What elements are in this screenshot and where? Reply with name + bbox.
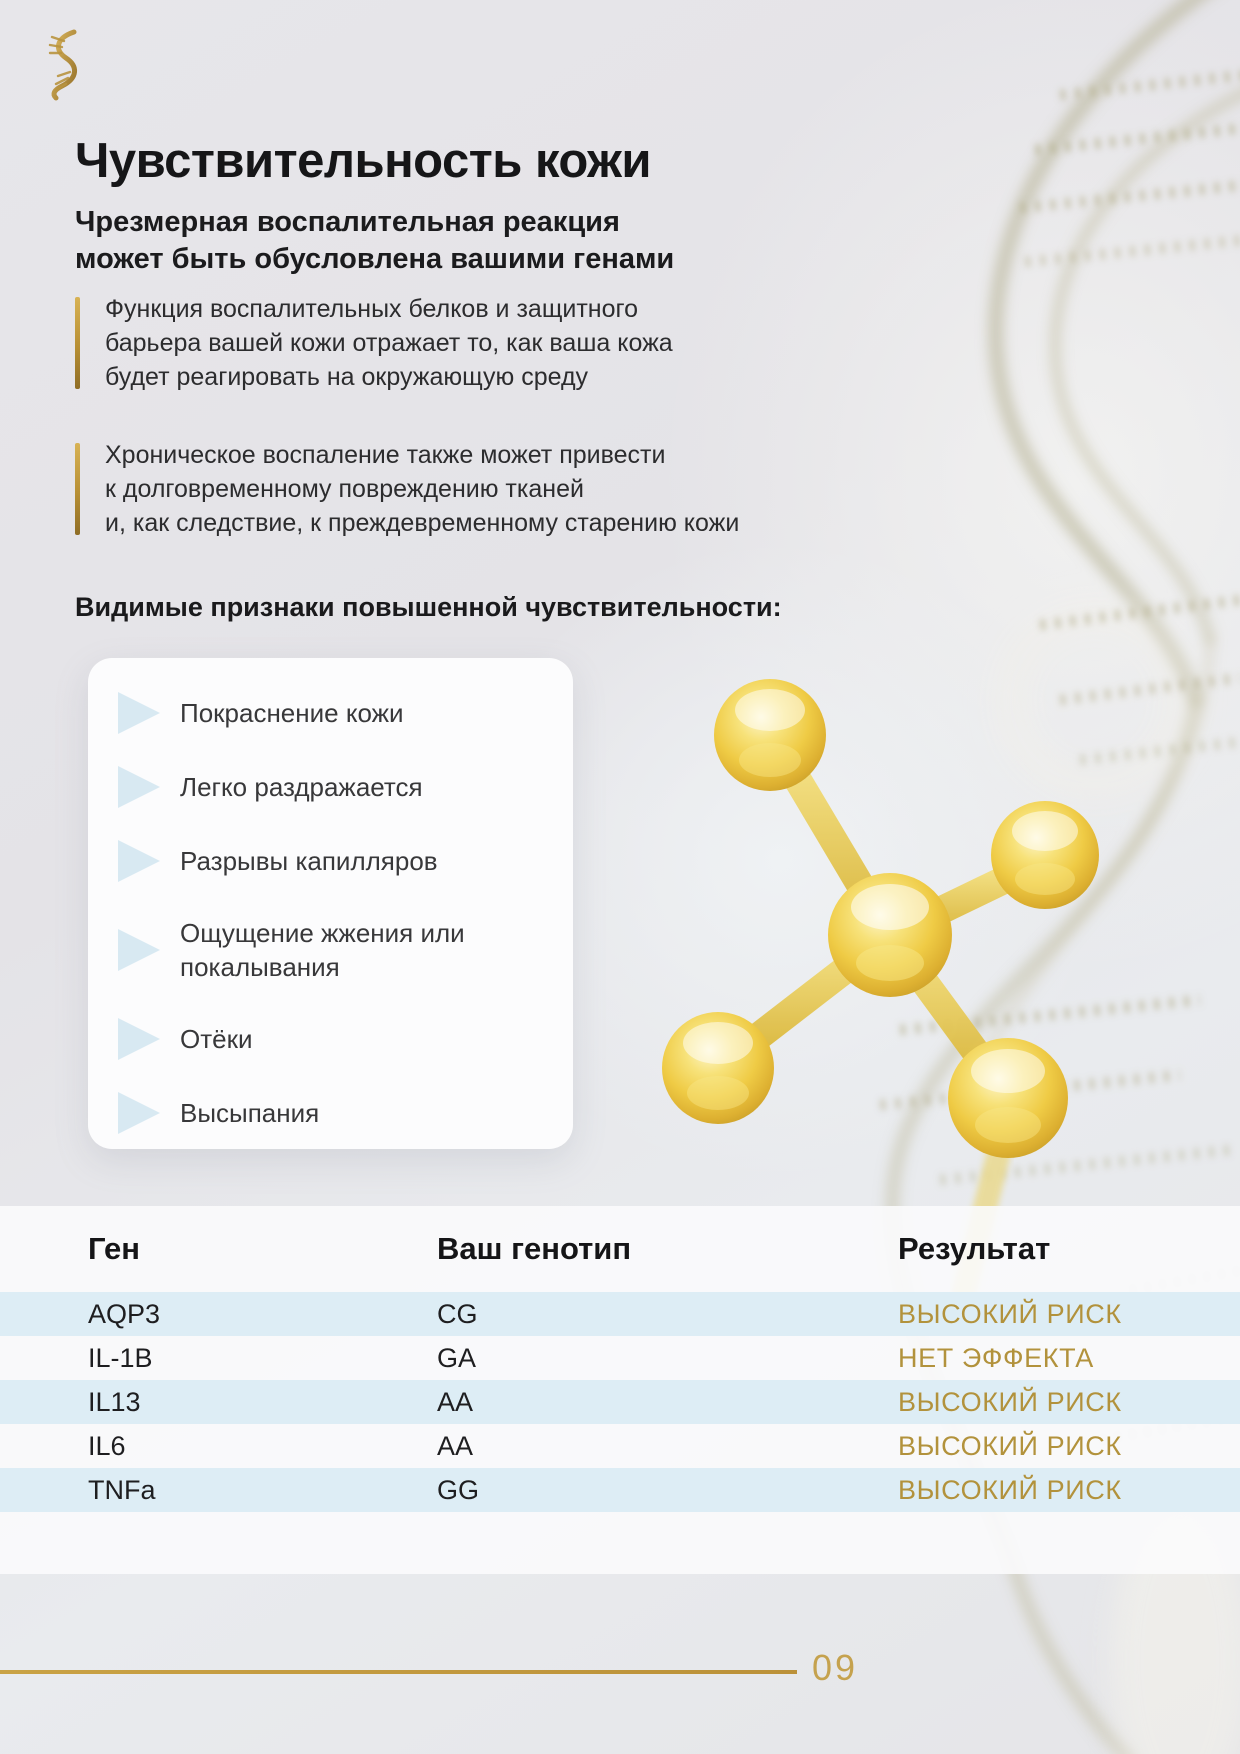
paragraph-line: и, как следствие, к преждевременному старению кожи [105, 509, 740, 537]
subtitle-line: может быть обусловлена вашими генами [75, 243, 675, 276]
cell-gene: IL13 [88, 1386, 141, 1417]
list-item [118, 694, 549, 732]
cell-result: ВЫСОКИЙ РИСК [898, 1386, 1122, 1417]
table-row [0, 1336, 1240, 1380]
list-item [118, 1094, 549, 1132]
sign-label: Разрывы капилляров [180, 846, 438, 876]
paragraph-line: Функция воспалительных белков и защитного [105, 295, 638, 323]
signs-heading: Видимые признаки повышенной чувствительности: [75, 592, 782, 622]
cell-result: ВЫСОКИЙ РИСК [898, 1298, 1122, 1329]
subtitle-line: Чрезмерная воспалительная реакция [75, 206, 620, 239]
cell-genotype: AA [437, 1430, 474, 1461]
table-row [0, 1424, 1240, 1468]
paragraph-line: барьера вашей кожи отражает то, как ваша кожа [105, 329, 673, 357]
sign-label: Ощущение жжения или покалывания [180, 918, 465, 982]
page-title: Чувствительность кожи [75, 133, 651, 188]
cell-gene: TNFa [88, 1474, 156, 1505]
sign-label: Легко раздражается [180, 772, 423, 802]
list-item [118, 842, 549, 880]
intro-paragraph [75, 292, 739, 394]
cell-gene: IL6 [88, 1430, 126, 1461]
triangle-right-icon [118, 1018, 160, 1060]
intro-section [75, 292, 739, 584]
cell-gene: AQP3 [88, 1298, 161, 1329]
genetics-table [0, 1206, 1240, 1574]
dna-helix-logo [40, 28, 84, 102]
cell-genotype: AA [437, 1386, 474, 1417]
cell-genotype: GA [437, 1342, 477, 1373]
cell-result: ВЫСОКИЙ РИСК [898, 1430, 1122, 1461]
page-number: 09 [812, 1647, 859, 1688]
column-header-genotype: Ваш генотип [437, 1231, 632, 1266]
paragraph-line: к долговременному повреждению тканей [105, 475, 584, 503]
cell-result: ВЫСОКИЙ РИСК [898, 1474, 1122, 1505]
table-row [0, 1380, 1240, 1424]
sign-label: Высыпания [180, 1098, 320, 1128]
triangle-right-icon [118, 692, 160, 734]
intro-paragraph [75, 438, 739, 540]
footer-rule [0, 1670, 797, 1674]
triangle-right-icon [118, 840, 160, 882]
table-row [0, 1292, 1240, 1336]
triangle-right-icon [118, 1092, 160, 1134]
list-item [118, 916, 549, 984]
table-row [0, 1468, 1240, 1512]
triangle-right-icon [118, 766, 160, 808]
sign-label: Покраснение кожи [180, 698, 404, 728]
cell-genotype: CG [437, 1298, 478, 1329]
paragraph-line: Хроническое воспаление также может привести [105, 441, 666, 469]
list-item [118, 1020, 549, 1058]
sign-label: Отёки [180, 1024, 253, 1054]
cell-result: НЕТ ЭФФЕКТА [898, 1342, 1094, 1373]
column-header-result: Результат [898, 1231, 1051, 1266]
cell-genotype: GG [437, 1474, 480, 1505]
table-header-row [0, 1206, 1240, 1292]
list-item [118, 768, 549, 806]
cell-gene: IL-1B [88, 1342, 153, 1373]
column-header-gene: Ген [88, 1231, 140, 1266]
paragraph-line: будет реагировать на окружающую среду [105, 363, 589, 391]
triangle-right-icon [118, 929, 160, 971]
page-subtitle [75, 204, 674, 278]
gold-molecule-illustration [600, 620, 1120, 1180]
signs-card [88, 658, 573, 1149]
